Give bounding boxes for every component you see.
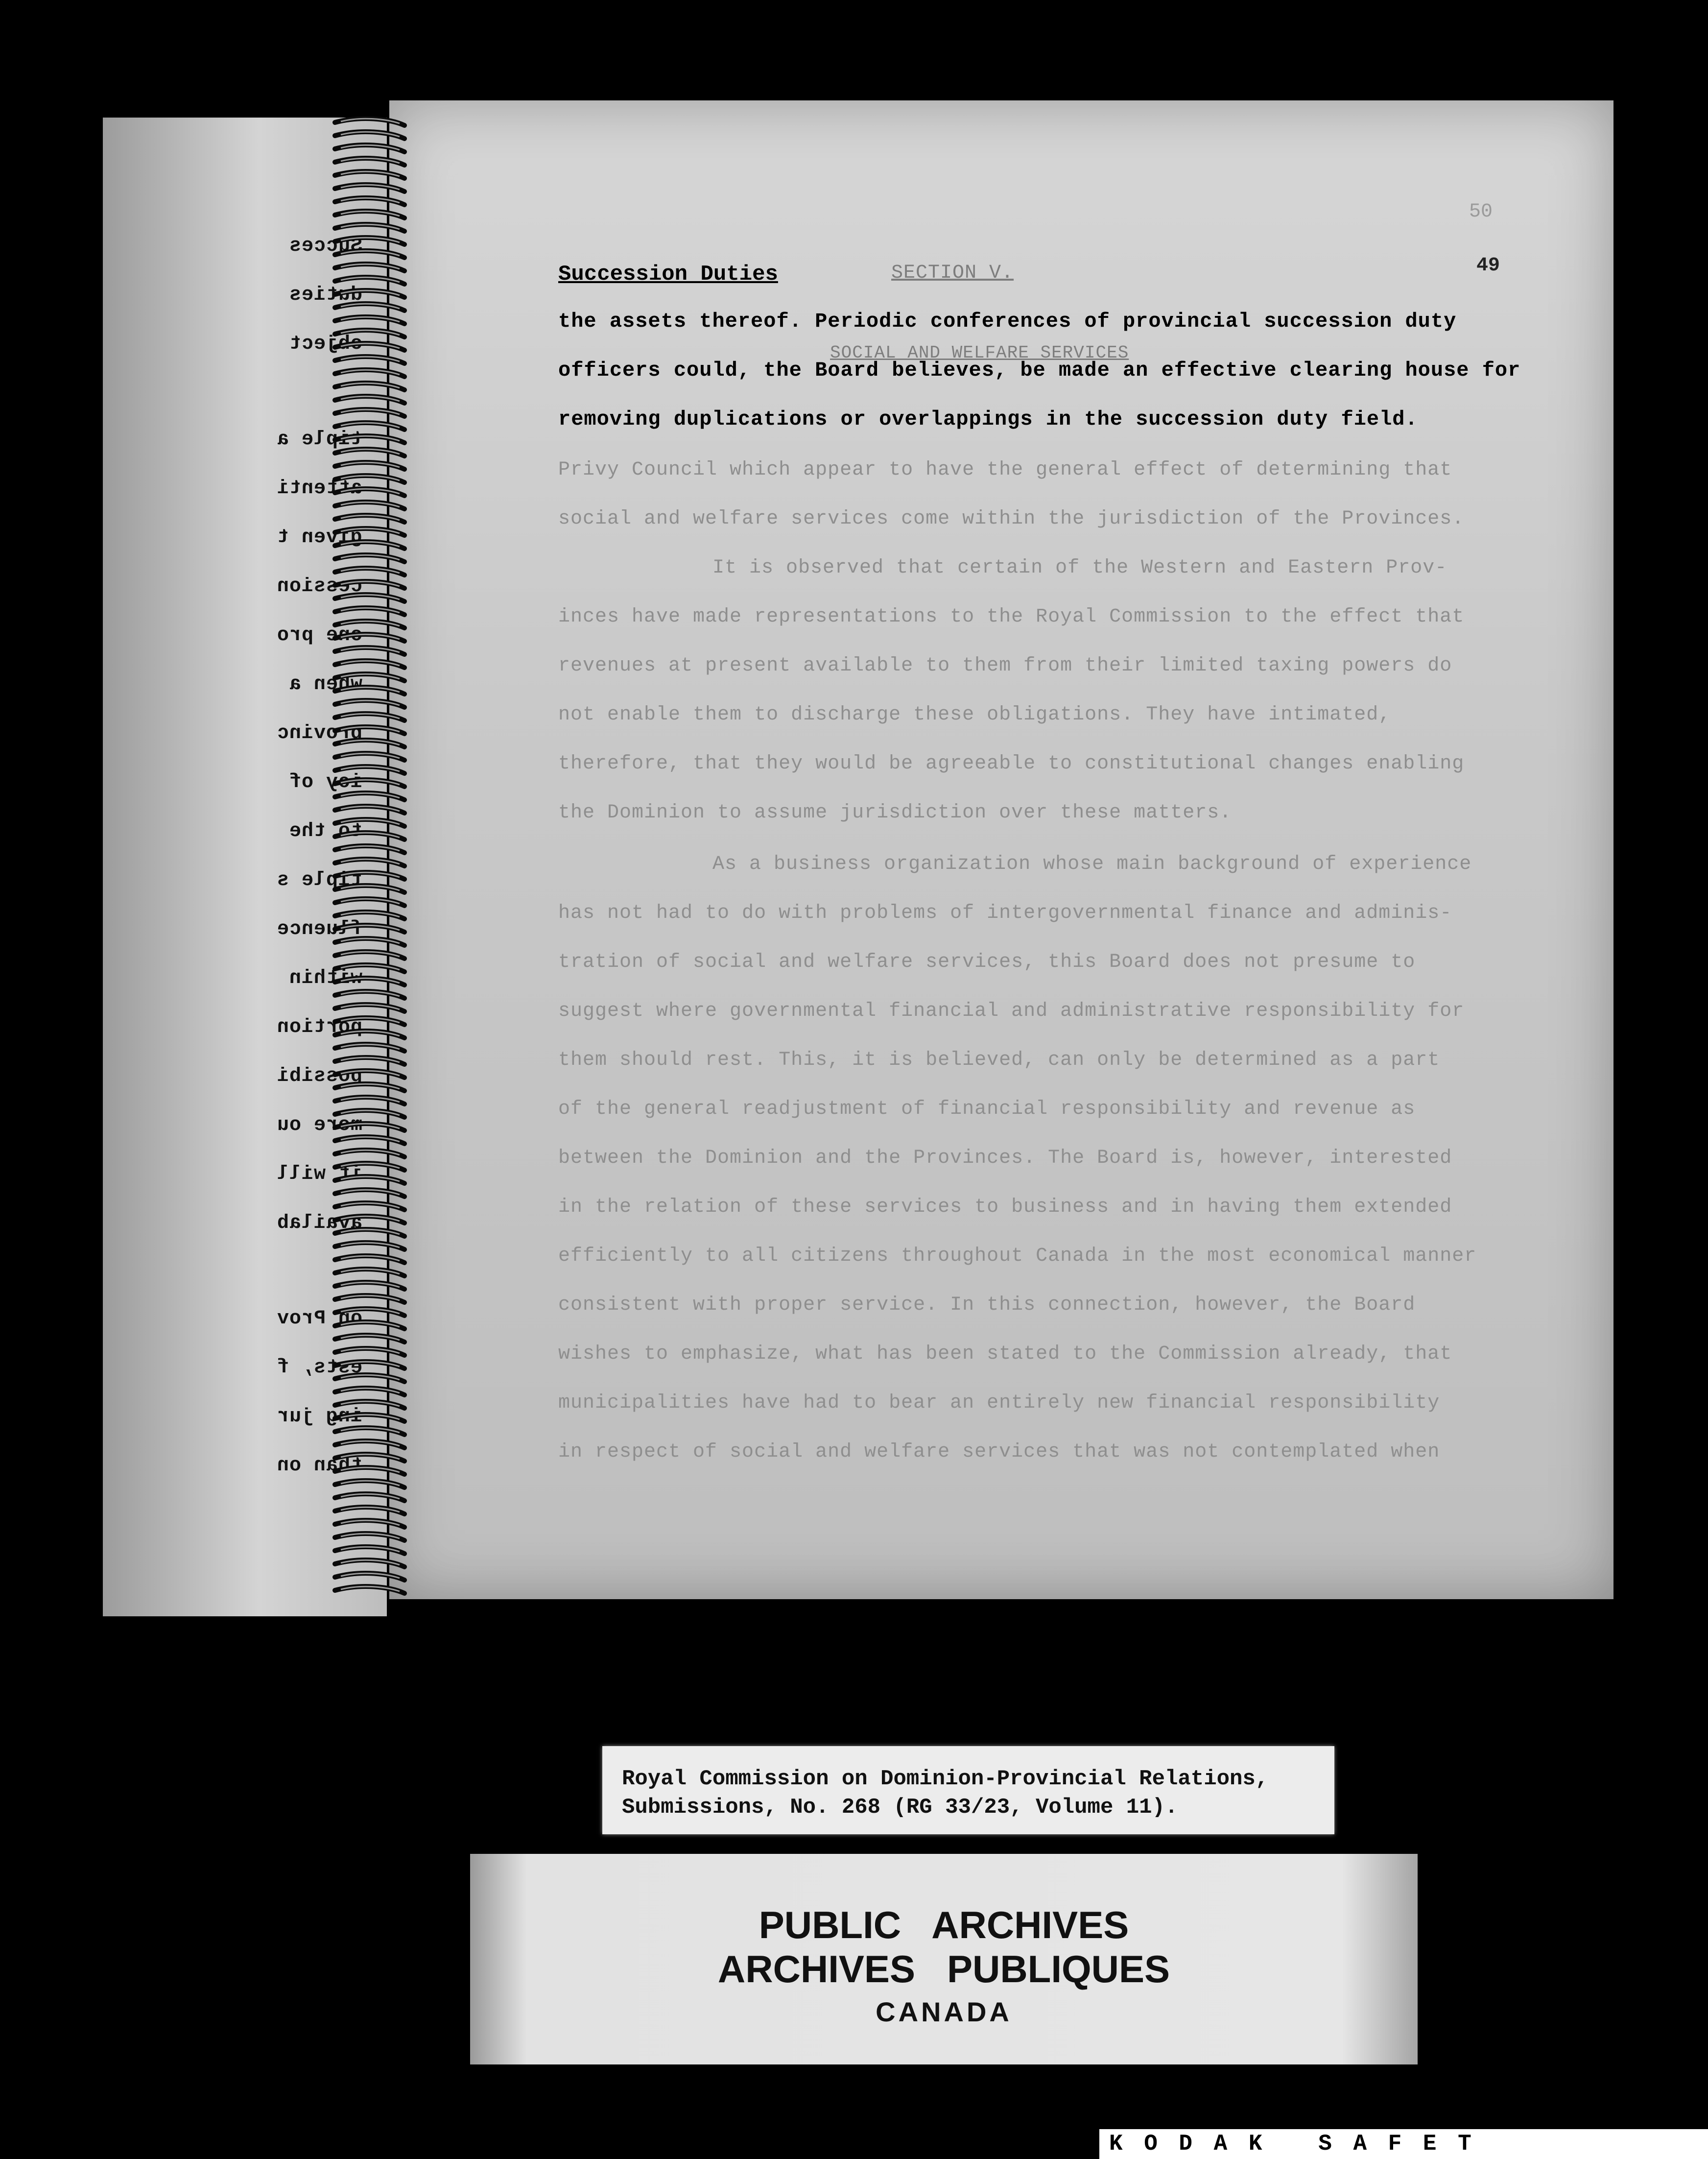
body-text-line: them should rest. This, it is believed, can only be determined as a part bbox=[558, 1049, 1440, 1071]
body-text-line: revenues at present available to them from their limited taxing powers do bbox=[558, 655, 1452, 677]
body-text-line: As a business organization whose main background of experience bbox=[712, 853, 1472, 875]
margin-subtitle: Succession Duties bbox=[558, 262, 778, 287]
body-text-line: suggest where governmental financial and administrative responsibility for bbox=[558, 1000, 1465, 1022]
stamp-line-3: CANADA bbox=[876, 1996, 1012, 2027]
bold-text-line: removing duplications or overlappings in the succession duty field. bbox=[558, 408, 1418, 431]
page-number: 49 bbox=[1476, 255, 1500, 277]
left-page-line: Succes bbox=[288, 235, 362, 257]
left-page-line: portion bbox=[276, 1016, 362, 1038]
old-page-number: 50 bbox=[1469, 201, 1493, 223]
body-text-line: inces have made representations to the Royal Commission to the effect that bbox=[558, 606, 1465, 628]
body-text-line: consistent with proper service. In this connection, however, the Board bbox=[558, 1294, 1416, 1316]
left-page-line: when a bbox=[288, 673, 362, 696]
left-page-line: attenti bbox=[276, 478, 362, 500]
body-text-line: the Dominion to assume jurisdiction over these matters. bbox=[558, 802, 1232, 824]
left-page-line: within bbox=[288, 967, 362, 989]
left-page-line: on Prov bbox=[276, 1308, 362, 1330]
body-text-line: tration of social and welfare services, this Board does not presume to bbox=[558, 951, 1416, 973]
citation-line-2: Submissions, No. 268 (RG 33/23, Volume 11). bbox=[622, 1795, 1178, 1820]
body-text-line: therefore, that they would be agreeable to constitutional changes enabling bbox=[558, 753, 1465, 775]
left-page-line: ests, f bbox=[276, 1357, 362, 1379]
document-page bbox=[389, 100, 1613, 1599]
stamp-line-1: PUBLIC ARCHIVES bbox=[759, 1903, 1129, 1946]
left-page-line: than on bbox=[276, 1455, 362, 1477]
left-page-line: duties bbox=[288, 284, 362, 306]
section-heading: SECTION V. bbox=[891, 262, 1014, 284]
bold-text-line: officers could, the Board believes, be made an effective clearing house for bbox=[558, 359, 1521, 382]
left-page-line: to the bbox=[288, 820, 362, 842]
left-page-line: tiple a bbox=[276, 429, 362, 451]
body-text-line: efficiently to all citizens throughout Canada in the most economical manner bbox=[558, 1245, 1477, 1267]
left-page-line: possibi bbox=[276, 1065, 362, 1087]
left-page-line: object bbox=[288, 333, 362, 355]
archives-stamp bbox=[470, 1854, 1418, 2064]
body-text-line: wishes to emphasize, what has been stated to the Commission already, that bbox=[558, 1343, 1452, 1365]
left-page-line: more ou bbox=[276, 1114, 362, 1136]
body-text-line: in the relation of these services to business and in having them extended bbox=[558, 1196, 1452, 1218]
section-subheading: SOCIAL AND WELFARE SERVICES bbox=[830, 343, 1129, 363]
left-page-line: given t bbox=[276, 527, 362, 549]
body-text-line: in respect of social and welfare services that was not contemplated when bbox=[558, 1441, 1440, 1463]
body-text-line: not enable them to discharge these obligations. They have intimated, bbox=[558, 704, 1391, 726]
left-page-line: availab bbox=[276, 1212, 362, 1234]
citation-line-1: Royal Commission on Dominion-Provincial Relations, bbox=[622, 1767, 1269, 1791]
body-text-line: municipalities have had to bear an entirely new financial responsibility bbox=[558, 1392, 1440, 1414]
left-page-line: it will bbox=[276, 1163, 362, 1185]
body-text-line: It is observed that certain of the Western and Eastern Prov- bbox=[712, 557, 1447, 579]
bold-text-line: the assets thereof. Periodic conferences of provincial succession duty bbox=[558, 310, 1457, 333]
body-text-line: of the general readjustment of financial responsibility and revenue as bbox=[558, 1098, 1416, 1120]
left-page-line: one pro bbox=[276, 624, 362, 647]
body-text-line: has not had to do with problems of intergovernmental finance and adminis- bbox=[558, 902, 1452, 924]
spiral-binding bbox=[331, 113, 414, 1607]
left-page-line: tiple s bbox=[276, 869, 362, 891]
citation-label bbox=[602, 1746, 1334, 1834]
body-text-line: between the Dominion and the Provinces. The Board is, however, interested bbox=[558, 1147, 1452, 1169]
body-text-line: social and welfare services come within the jurisdiction of the Provinces. bbox=[558, 508, 1465, 530]
left-page-line: icy of bbox=[288, 771, 362, 793]
left-page-line: provinc bbox=[276, 722, 362, 744]
left-page-line: fluence bbox=[276, 918, 362, 940]
left-page-line: ing jur bbox=[276, 1406, 362, 1428]
film-edge-marking: K O D A K S A F E T bbox=[1099, 2129, 1708, 2159]
stamp-line-2: ARCHIVES PUBLIQUES bbox=[717, 1947, 1170, 1991]
body-text-line: Privy Council which appear to have the general effect of determining that bbox=[558, 459, 1452, 481]
left-page-line: cession bbox=[276, 576, 362, 598]
